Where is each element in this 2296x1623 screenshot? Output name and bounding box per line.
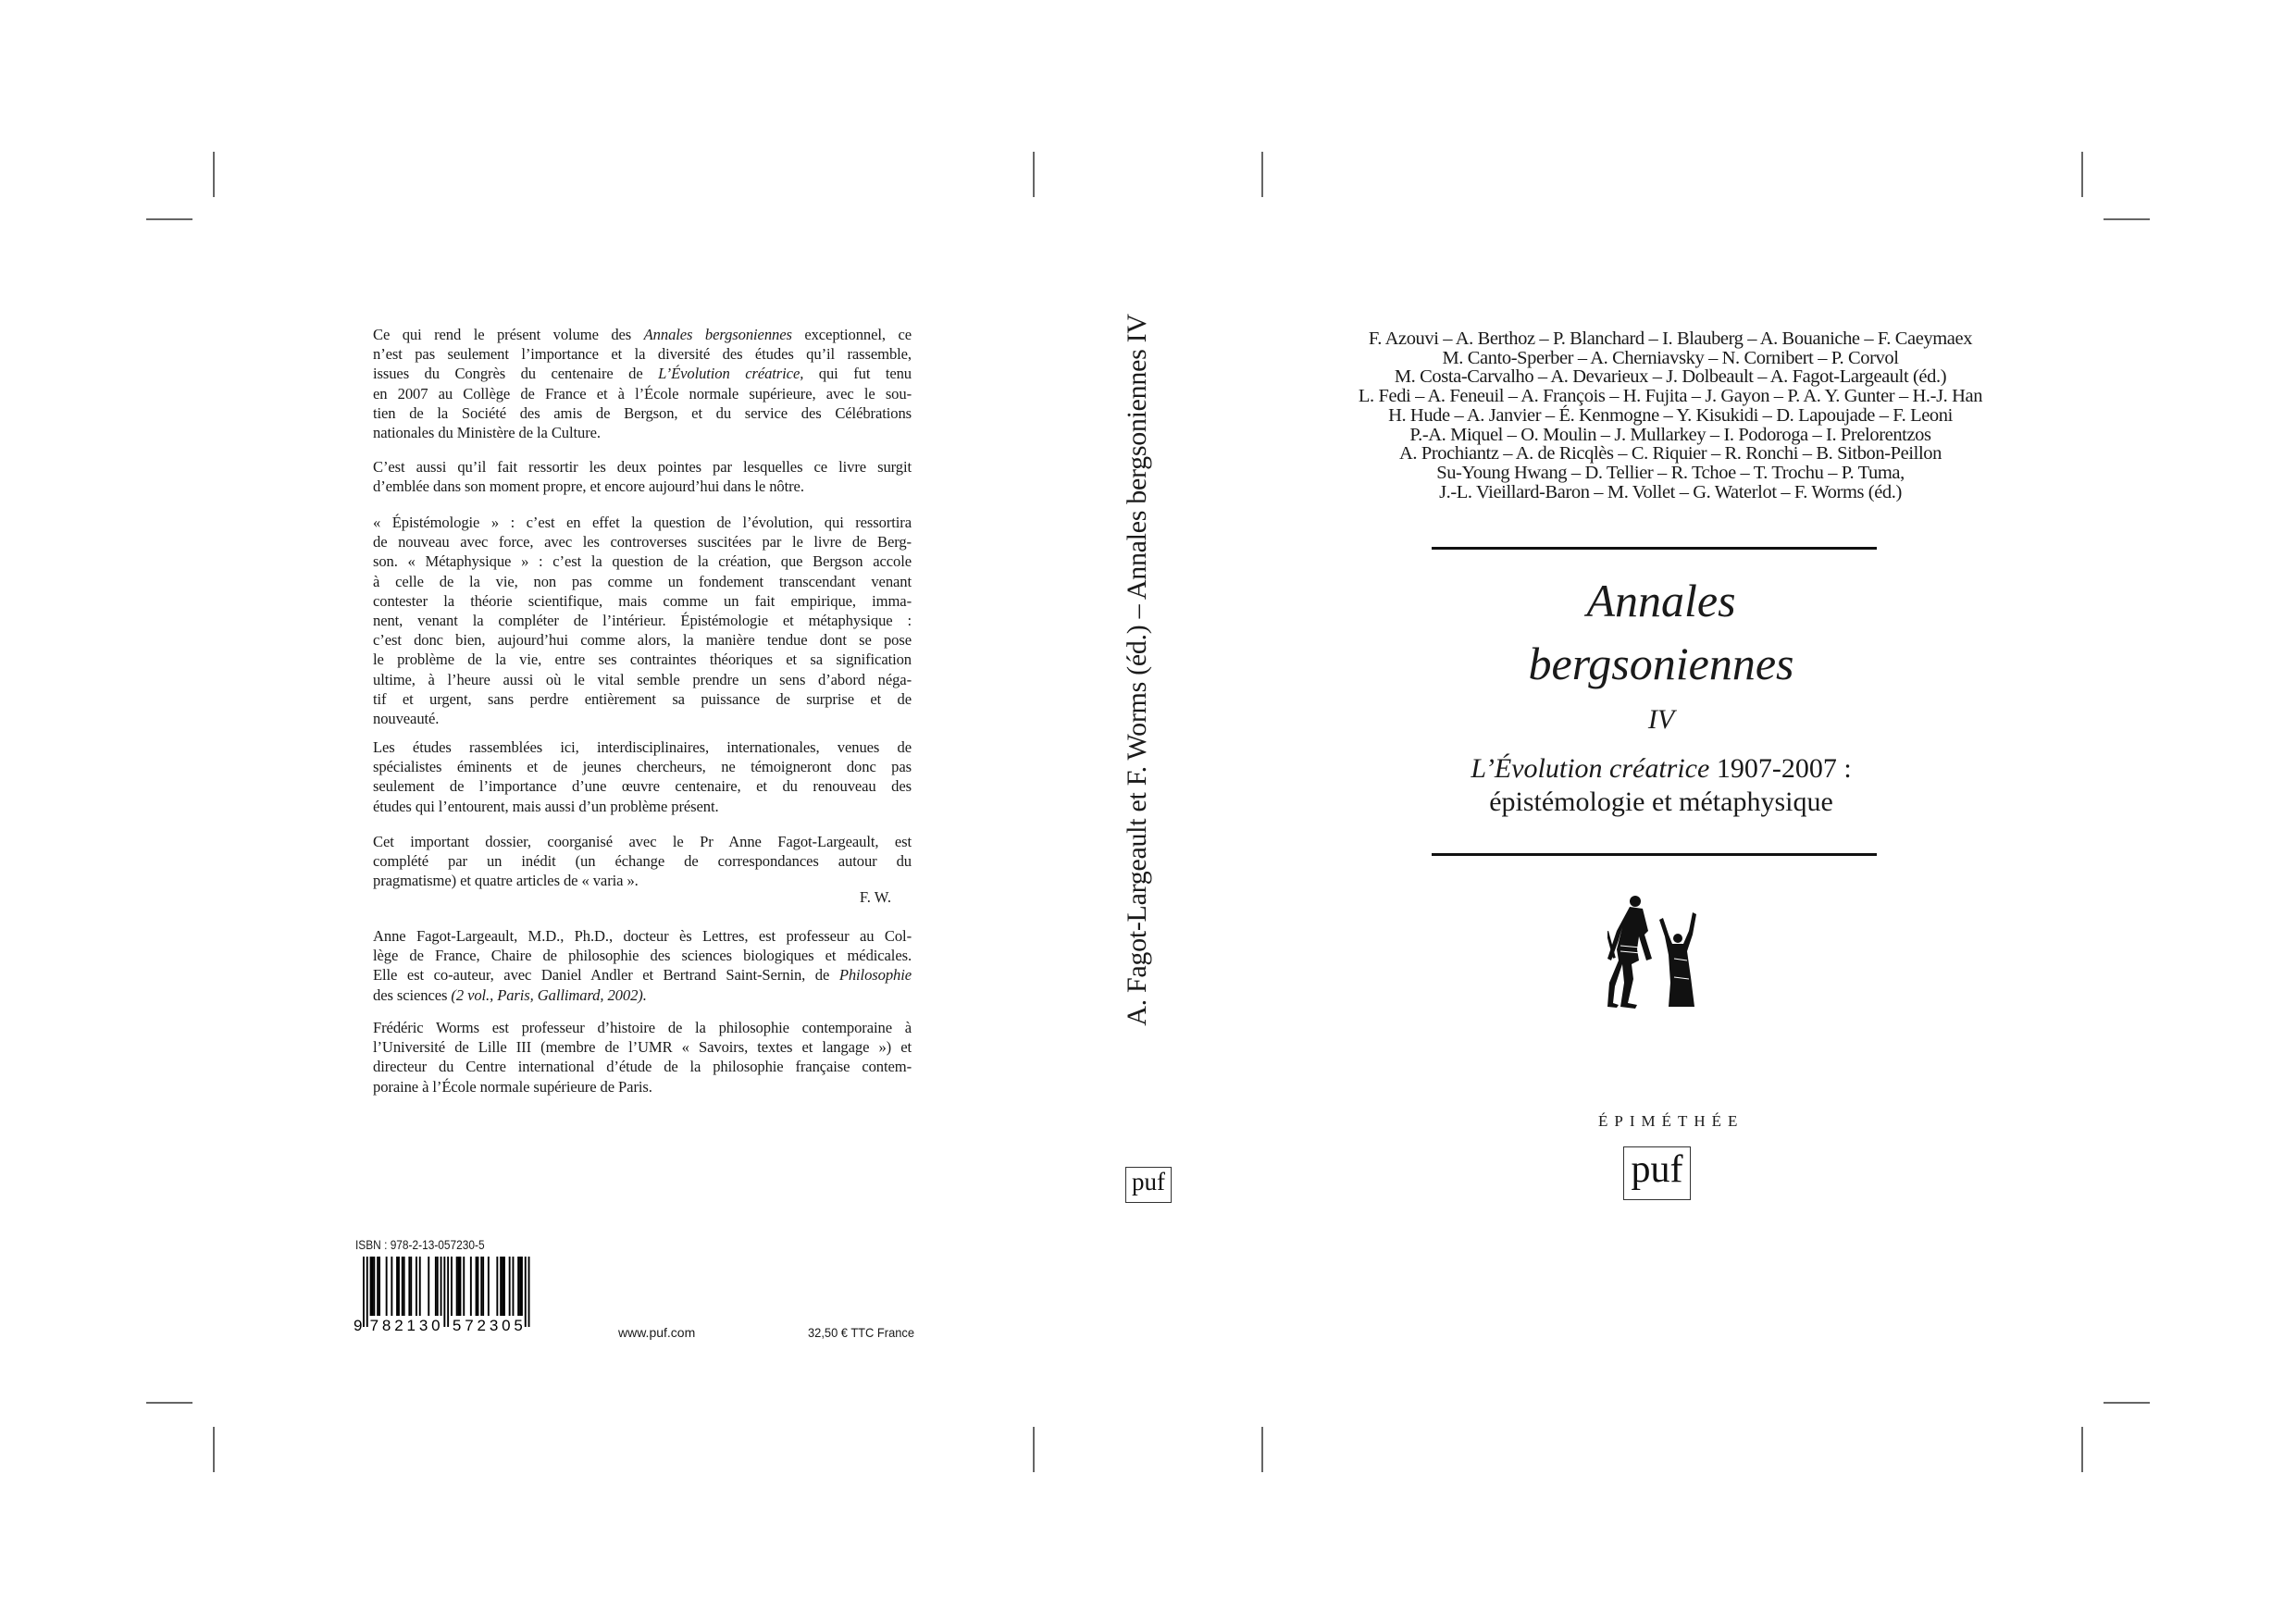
barcode-bar [517, 1257, 519, 1316]
barcode-digit: 5 [452, 1317, 462, 1332]
greek-figures-illustration [1607, 894, 1704, 1009]
author-line: Su-Young Hwang – D. Tellier – R. Tchoe – T. Trochu – P. Tuma, [1436, 462, 1905, 483]
crop-mark [213, 1427, 215, 1472]
barcode-bar [488, 1257, 490, 1316]
crop-mark [1033, 152, 1035, 197]
author-line: F. Azouvi – A. Berthoz – P. Blanchard – I. Blauberg – A. Bouaniche – F. Caeymaex [1368, 328, 1973, 349]
text-line: complété par un inédit (un échange de correspondances autour du [373, 852, 912, 871]
text-line: nouveauté. [373, 710, 440, 728]
text-line: C’est aussi qu’il fait ressortir les deux pointes par lesquelles ce livre surgit [373, 458, 912, 476]
signature: F. W. [859, 888, 891, 906]
barcode-bar [456, 1257, 458, 1316]
crop-mark [146, 1402, 192, 1404]
text-line: lège de France, Chaire de philosophie des sciences biologiques et médicales. [373, 947, 912, 965]
text-line: d’emblée dans son moment propre, et encore aujourd’hui dans le nôtre. [373, 477, 804, 496]
text-line: ultime, à l’heure aussi où le vital semble prendre un sens d’abord néga- [373, 670, 912, 688]
author-line: J.-L. Vieillard-Baron – M. Vollet – G. Waterlot – F. Worms (éd.) [1439, 481, 1902, 502]
text-line: tif et urgent, sans perdre entièrement sa puissance de surprise et de [373, 689, 912, 708]
puf-logo-text: puf [1631, 1148, 1683, 1191]
author-line: P.-A. Miquel – O. Moulin – J. Mullarkey – I. Podoroga – I. Prelorentzos [1409, 424, 1931, 445]
crop-mark [2104, 218, 2150, 220]
crop-mark [146, 218, 192, 220]
barcode-digit: 0 [431, 1317, 441, 1332]
text-line: des sciences (2 vol., Paris, Gallimard, 2002). [373, 985, 647, 1004]
text-line: l’Université de Lille III (membre de l’UMR « Savoirs, textes et langage ») et [373, 1038, 912, 1057]
barcode-digit: 2 [477, 1317, 486, 1332]
barcode-bar [478, 1257, 479, 1316]
text-line: de nouveau avec force, avec les controverses suscitées par le livre de Berg- [373, 533, 912, 551]
barcode-bar [402, 1257, 403, 1316]
divider-rule [1432, 853, 1877, 856]
barcode-bar [366, 1257, 368, 1327]
barcode-bar [482, 1257, 484, 1316]
barcode-bar [463, 1257, 465, 1316]
crop-mark [213, 152, 215, 197]
text-line: Anne Fagot-Largeault, M.D., Ph.D., docteur ès Lettres, est professeur au Col- [373, 927, 912, 945]
barcode-bar [451, 1257, 453, 1316]
text-line: le problème de la vie, entre ses contraintes théoriques et sa signification [373, 650, 912, 669]
spine-puf-logo [1125, 1167, 1172, 1203]
title-line-1: Annales [1586, 575, 1736, 626]
barcode-bar [470, 1257, 472, 1316]
title-line-2: bergsoniennes [1528, 638, 1794, 689]
spine-title: A. Fagot-Largeault et F. Worms (éd.) – Annales bergsoniennes IV [1122, 314, 1152, 1026]
isbn-label: ISBN : 978-2-13-057230-5 [355, 1237, 485, 1252]
barcode-digit: 0 [502, 1317, 511, 1332]
crop-mark [2081, 152, 2083, 197]
crop-mark [1261, 1427, 1263, 1472]
author-line: M. Costa-Carvalho – A. Devarieux – J. Dolbeault – A. Fagot-Largeault (éd.) [1394, 366, 1947, 388]
barcode-bar [443, 1257, 445, 1327]
subtitle-work-title: L’Évolution créatrice [1471, 753, 1710, 784]
divider-rule [1432, 547, 1877, 550]
text-line: en 2007 au Collège de France et à l’École normale supérieure, avec le sou- [373, 384, 912, 403]
barcode-bar [386, 1257, 388, 1316]
back-paragraph [373, 926, 912, 1005]
subtitle-line-2: épistémologie et métaphysique [1489, 787, 1833, 817]
text-line: n’est pas seulement l’importance et la diversité des études qu’il rassemble, [373, 345, 912, 364]
barcode-bar [437, 1257, 439, 1316]
front-puf-logo [1623, 1146, 1691, 1200]
crop-mark [2104, 1402, 2150, 1404]
back-paragraph [373, 737, 912, 816]
barcode-bar [447, 1257, 449, 1327]
text-line: c’est donc bien, aujourd’hui comme alors, la manière tendue dont se pose [373, 631, 912, 650]
barcode-bar [408, 1257, 410, 1316]
barcode-bar [379, 1257, 380, 1316]
website: www.puf.com [618, 1325, 696, 1340]
barcode-bar [441, 1257, 442, 1316]
barcode-digit: 3 [418, 1317, 428, 1332]
author-line: M. Canto-Sperber – A. Cherniavsky – N. Cornibert – P. Corvol [1442, 347, 1899, 368]
back-paragraph [373, 325, 912, 442]
barcode-bar [403, 1257, 405, 1316]
barcode-bar [521, 1257, 523, 1316]
text-line: spécialistes éminents et de jeunes chercheurs, ne témoigneront donc pas [373, 758, 912, 776]
barcode-bar [500, 1257, 502, 1316]
text-line: Elle est co-auteur, avec Daniel Andler et Bertrand Saint-Sernin, de Philosophie [373, 966, 912, 985]
author-line: A. Prochiantz – A. de Ricqlès – C. Riquier – R. Ronchi – B. Sitbon-Peillon [1399, 443, 1942, 465]
author-line: L. Fedi – A. Feneuil – A. François – H. Fujita – J. Gayon – P. A. Y. Gunter – H.-J. Han [1358, 386, 1983, 407]
barcode-digit: 2 [394, 1317, 403, 1332]
barcode-digit: 5 [514, 1317, 523, 1332]
author-line: H. Hude – A. Janvier – É. Kenmogne – Y. Kisukidi – D. Lapoujade – F. Leoni [1388, 404, 1953, 426]
back-paragraph [373, 832, 912, 891]
barcode-bar [428, 1257, 429, 1316]
text-line: Frédéric Worms est professeur d’histoire de la philosophie contemporaine à [373, 1019, 912, 1036]
barcode-bar [398, 1257, 400, 1316]
barcode-bar [435, 1257, 437, 1316]
text-line: Cet important dossier, coorganisé avec le Pr Anne Fagot-Largeault, est [373, 833, 912, 850]
barcode-bar [410, 1257, 412, 1316]
crop-mark [1033, 1427, 1035, 1472]
barcode-bar [513, 1257, 515, 1316]
barcode-bar [396, 1257, 398, 1316]
subtitle-line-1 [1337, 753, 1985, 785]
barcode-digit: 7 [465, 1317, 474, 1332]
text-line: nent, venant la compléter de l’intérieur. Épistémologie et métaphysique : [373, 612, 912, 630]
text-line: Ce qui rend le présent volume des Annales bergsoniennes exceptionnel, ce [373, 326, 912, 343]
barcode-bar [373, 1257, 375, 1316]
author-list [1300, 329, 2041, 502]
barcode-bar [391, 1257, 392, 1316]
barcode-bar [480, 1257, 482, 1316]
text-line: son. « Métaphysique » : c’est la question de la création, que Bergson accole [373, 552, 912, 571]
price: 32,50 € TTC France [808, 1325, 915, 1340]
crop-mark [2081, 1427, 2083, 1472]
barcode-bar [372, 1257, 374, 1316]
crop-mark [1261, 152, 1263, 197]
barcode-bar [503, 1257, 505, 1316]
barcode-bar [460, 1257, 462, 1316]
text-line: Les études rassemblées ici, interdisciplinaires, internationales, venues de [373, 738, 912, 756]
text-line: poraine à l’École normale supérieure de Paris. [373, 1077, 652, 1096]
volume-number: IV [1647, 704, 1675, 735]
barcode-bar [419, 1257, 421, 1316]
subtitle-dates: 1907-2007 : [1709, 753, 1852, 784]
text-line: « Épistémologie » : c’est en effet la question de l’évolution, qui ressortira [373, 514, 912, 531]
text-line: tien de la Société des amis de Bergson, et du service des Célébrations [373, 403, 912, 422]
barcode-bar [476, 1257, 478, 1316]
text-line: seulement de l’importance d’une œuvre centenaire, et du renouveau des [373, 777, 912, 796]
barcode-bar [416, 1257, 417, 1316]
barcode-bar [525, 1257, 527, 1327]
text-line: études qui l’entourent, mais aussi d’un problème présent. [373, 797, 719, 815]
text-line: issues du Congrès du centenaire de L’Évolution créatrice, qui fut tenu [373, 365, 912, 383]
collection-name: ÉPIMÉTHÉE [1598, 1112, 1744, 1130]
barcode-bar [502, 1257, 503, 1316]
barcode-bar [377, 1257, 379, 1316]
barcode-bar [519, 1257, 521, 1316]
barcode-bar [496, 1257, 498, 1316]
barcode-digit: 1 [406, 1317, 416, 1332]
barcode-bar [509, 1257, 511, 1316]
back-paragraph [373, 513, 912, 728]
text-line: directeur du Centre international d’étude de la philosophie française contem- [373, 1058, 912, 1076]
barcode-digit: 7 [369, 1317, 379, 1332]
text-line: nationales du Ministère de la Culture. [373, 424, 601, 442]
puf-logo-text: puf [1132, 1168, 1165, 1196]
text-line: à celle de la vie, non pas comme un fondement transcendant venant [373, 572, 912, 590]
text-line: pragmatisme) et quatre articles de « varia ». [373, 872, 639, 890]
barcode-digit: 3 [489, 1317, 499, 1332]
barcode-bar [528, 1257, 530, 1327]
barcode-bar [363, 1257, 365, 1327]
barcode-bar [458, 1257, 460, 1316]
barcode [352, 1257, 537, 1332]
text-line: contester la théorie scientifique, mais comme un fait empirique, imma- [373, 591, 912, 610]
back-paragraph [373, 1018, 912, 1096]
barcode-bar [370, 1257, 372, 1316]
barcode-digit: 8 [381, 1317, 391, 1332]
barcode-digit: 9 [354, 1317, 363, 1332]
back-paragraph [373, 457, 912, 496]
